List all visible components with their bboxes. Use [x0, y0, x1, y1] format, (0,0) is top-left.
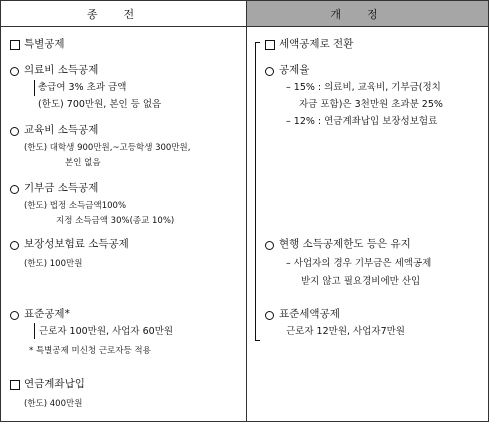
standard-note: * 특별공제 미신청 근로자등 적용 — [29, 346, 151, 356]
rate-line3: – 12% : 연금계좌납입 보장성보험료 — [286, 116, 438, 127]
circle-bullet-icon — [10, 185, 19, 194]
circle-bullet-icon — [265, 241, 274, 250]
square-bullet-icon — [265, 40, 275, 50]
circle-bullet-icon — [10, 127, 19, 136]
circle-bullet-icon — [10, 311, 19, 320]
standard-tax-title: 표준세액공제 — [279, 308, 340, 320]
education-line2: 본인 없음 — [65, 158, 101, 168]
square-bullet-icon — [10, 380, 20, 390]
rate-line2: 자금 포함)은 3천만원 초과분 25% — [299, 99, 443, 110]
keep-line2: 받지 않고 필요경비에만 산입 — [301, 276, 421, 287]
rate-line1: – 15% : 의료비, 교육비, 기부금(정치 — [286, 82, 441, 93]
standard-line1: 근로자 100만원, 사업자 60만원 — [39, 326, 174, 337]
insurance-line1: (한도) 100만원 — [24, 259, 83, 269]
header-after: 개정 — [246, 1, 488, 27]
keep-line1: – 사업자의 경우 기부금은 세액공제 — [286, 258, 432, 269]
pension-line1: (한도) 400만원 — [24, 399, 83, 409]
pension-title: 연금계좌납입 — [24, 378, 85, 390]
donation-line1: (한도) 법정 소득금액100% — [24, 201, 127, 211]
medical-line2: (한도) 700만원, 본인 등 없음 — [38, 99, 162, 110]
bracket-mark — [34, 323, 35, 339]
standard-tax-line1: 근로자 12만원, 사업자7만원 — [286, 326, 405, 337]
header-before: 종전 — [1, 1, 246, 27]
medical-line1: 총급여 3% 초과 금액 — [38, 82, 127, 93]
standard-title: 표준공제* — [24, 308, 70, 320]
education-line1: (한도) 대학생 900만원,~고등학생 300만원, — [24, 143, 191, 153]
square-bullet-icon — [10, 40, 20, 50]
convert-heading: 세액공제로 전환 — [279, 38, 354, 50]
education-title: 교육비 소득공제 — [24, 124, 99, 136]
insurance-title: 보장성보험료 소득공제 — [24, 238, 129, 250]
donation-line2: 지정 소득금액 30%(종교 10%) — [56, 216, 175, 226]
bracket-mark — [255, 42, 260, 341]
circle-bullet-icon — [10, 67, 19, 76]
circle-bullet-icon — [265, 311, 274, 320]
circle-bullet-icon — [265, 67, 274, 76]
bracket-mark — [34, 80, 35, 96]
keep-title: 현행 소득공제한도 등은 유지 — [279, 238, 411, 250]
column-divider — [246, 1, 247, 421]
donation-title: 기부금 소득공제 — [24, 182, 99, 194]
special-deduction-heading: 특별공제 — [24, 38, 65, 50]
rate-title: 공제율 — [279, 64, 310, 76]
circle-bullet-icon — [10, 241, 19, 250]
medical-title: 의료비 소득공제 — [24, 64, 99, 76]
